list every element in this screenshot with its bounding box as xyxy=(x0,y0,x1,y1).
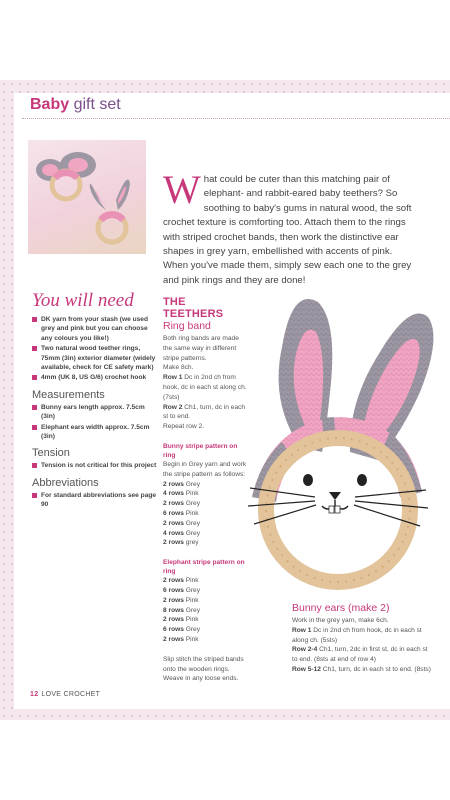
header-bold: Baby xyxy=(30,96,70,113)
page-number: 12 xyxy=(30,691,39,698)
section-header xyxy=(30,96,121,114)
row-instruction xyxy=(292,626,432,646)
stripe-color: Pink xyxy=(185,596,199,604)
row-label: Row 5-12 xyxy=(292,665,321,673)
stripe-color: Grey xyxy=(185,586,201,594)
list-item: DK yarn from your stash (we used grey and pink but you can choose any colours you like!) xyxy=(32,315,160,343)
stripe-color: Pink xyxy=(185,616,199,624)
body-text: Slip stitch the striped bands onto the wooden rings. Weave in any loose ends. xyxy=(163,655,244,683)
row-text: Dc in 2nd ch from hook, dc in each st along ch. (7sts) xyxy=(163,374,247,401)
stripe-row xyxy=(163,596,248,606)
stripe-color: Grey xyxy=(185,500,201,508)
stripe-count: 2 rows xyxy=(163,577,184,585)
body-text: Repeat row 2. xyxy=(163,423,205,431)
stripe-count: 2 rows xyxy=(163,596,184,604)
intro-text: hat could be cuter than this matching pair of elephant- and rabbit-eared baby teethers? So soothing to baby's gums in natural wood, the soft crochet texture is comforting too. Attach them to the rings with striped crochet bands, then work the distinctive ear shapes in grey yarn, embellished with accents of pink. When you've made them, simply sew each one to the grey and pink rings and they are done! xyxy=(163,174,412,286)
magazine-name: LOVE CROCHET xyxy=(41,691,101,698)
stripe-color: Grey xyxy=(185,519,201,527)
body-text: Both ring bands are made the same way in different stripe patterns. xyxy=(163,335,239,362)
row-instruction xyxy=(292,665,432,675)
stripe-count: 2 rows xyxy=(163,500,184,508)
row-text: Ch1, turn, dc in each st to end. (8sts) xyxy=(320,665,431,673)
stripe-row xyxy=(163,625,248,635)
row-instruction xyxy=(292,645,432,665)
stripe-color: Pink xyxy=(185,635,199,643)
ring-band-subtitle: Ring band xyxy=(163,320,211,332)
stripe-row xyxy=(163,606,248,616)
row-label: Row 2-4 xyxy=(292,646,318,654)
row-label: Row 1 xyxy=(163,374,183,382)
stripe-color: Pink xyxy=(185,509,199,517)
bunny-stripe-title: Bunny stripe pattern on ring xyxy=(163,442,238,459)
stripe-count: 2 rows xyxy=(163,519,184,527)
tension-heading: Tension xyxy=(32,447,70,460)
need-title: You will need xyxy=(32,290,134,311)
body-text: Make 8ch. xyxy=(163,364,194,372)
row-label: Row 1 xyxy=(292,626,312,634)
bunny-ears-title: Bunny ears (make 2) xyxy=(292,602,390,614)
list-item: Tension is not critical for this project xyxy=(32,461,160,470)
stripe-count: 6 rows xyxy=(163,586,184,594)
header-rule xyxy=(22,118,450,119)
stripe-count: 2 rows xyxy=(163,635,184,643)
list-item: Bunny ears length approx. 7.5cm (3in) xyxy=(32,403,160,422)
stripe-row xyxy=(163,615,248,625)
stripe-count: 2 rows xyxy=(163,539,184,547)
stripe-count: 2 rows xyxy=(163,480,184,488)
stripe-color: Grey xyxy=(185,529,201,537)
stripe-color: Grey xyxy=(185,480,201,488)
row-label: Row 2 xyxy=(163,403,183,411)
stripe-row xyxy=(163,635,248,645)
list-item: Two natural wood teether rings, 75mm (3in) exterior diameter (widely available, check for CE safety mark) xyxy=(32,344,160,372)
body-text: Work in the grey yarn, make 6ch. xyxy=(292,617,389,624)
stripe-color: Grey xyxy=(185,626,201,634)
row-text: Dc in 2nd ch from hook, dc in each st along ch. (5sts) xyxy=(292,626,422,644)
bunny-teether-image xyxy=(230,292,440,592)
page-footer xyxy=(30,691,100,698)
you-will-need-panel xyxy=(32,290,160,511)
list-item: 4mm (UK 8, US G/6) crochet hook xyxy=(32,373,160,382)
stripe-count: 4 rows xyxy=(163,529,184,537)
drop-cap: W xyxy=(163,167,201,212)
measurements-heading: Measurements xyxy=(32,388,105,401)
teethers-photo xyxy=(28,140,146,254)
stripe-count: 6 rows xyxy=(163,509,184,517)
stripe-color: grey xyxy=(185,539,199,547)
stripe-count: 6 rows xyxy=(163,626,184,634)
header-rest: gift set xyxy=(69,96,121,113)
intro-paragraph xyxy=(163,167,413,288)
list-item: For standard abbreviations see page 90 xyxy=(32,491,160,510)
list-item: Elephant ears width approx. 7.5cm (3in) xyxy=(32,423,160,442)
elephant-stripe-title: Elephant stripe pattern on ring xyxy=(163,559,245,576)
row-text: Ch1, turn, 2dc in first st, dc in each st to end. (8sts at end of row 4) xyxy=(292,646,428,664)
stripe-count: 4 rows xyxy=(163,490,184,498)
stripe-count: 2 rows xyxy=(163,616,184,624)
abbreviations-heading: Abbreviations xyxy=(32,476,99,489)
stripe-color: Grey xyxy=(185,606,201,614)
teethers-title: THE TEETHERS xyxy=(163,296,224,320)
stripe-count: 8 rows xyxy=(163,606,184,614)
stripe-color: Pink xyxy=(185,577,199,585)
body-text: Begin in Grey yarn and work the stripe pattern as follows: xyxy=(163,460,247,478)
bunny-ears-instructions xyxy=(292,602,432,675)
stripe-color: Pink xyxy=(185,490,199,498)
row-text: Ch1, turn, dc in each st to end. xyxy=(163,403,246,421)
